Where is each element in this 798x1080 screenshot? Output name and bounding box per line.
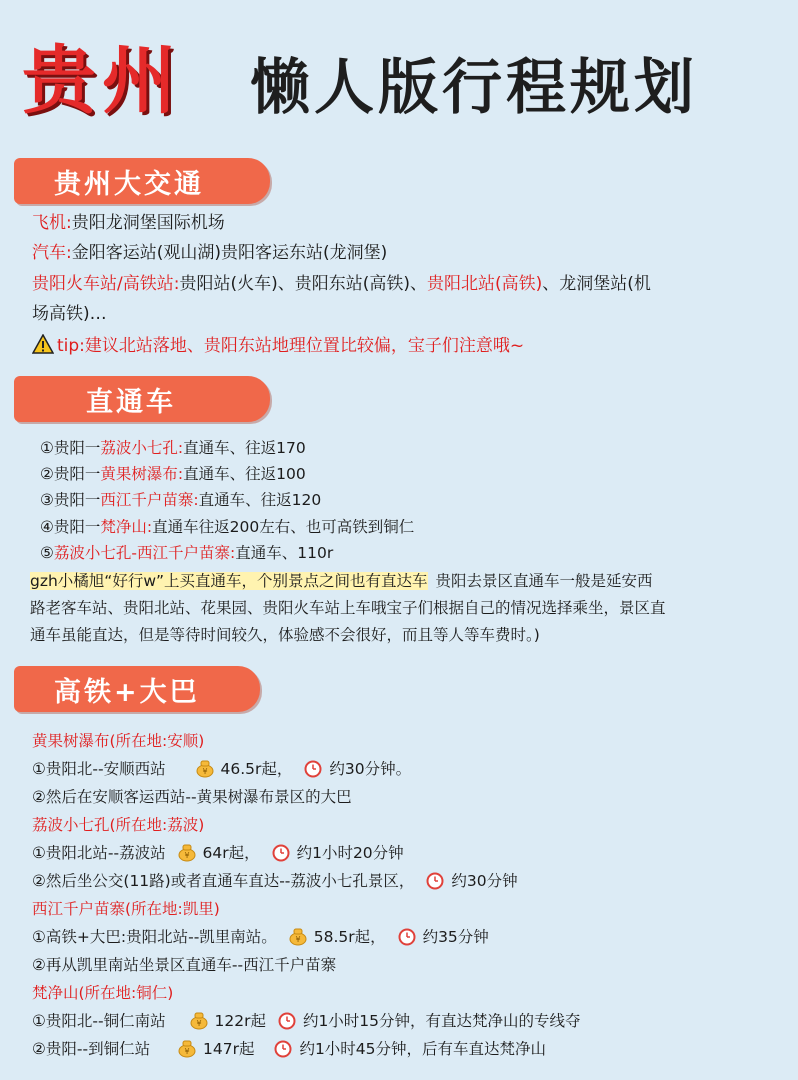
svg-text:¥: ¥ (183, 851, 190, 860)
item-num: ⑤ (40, 544, 54, 562)
item-dest: 黄果树瀑布: (100, 465, 184, 483)
item-text: 直通车、往返120 (198, 491, 322, 509)
title-red: 贵州 (22, 38, 182, 124)
bus-text: 金阳客运站(观山湖)贵阳客运东站(龙洞堡) (71, 243, 388, 263)
group-title: 梵净山(所在地:铜仁) (32, 984, 174, 1002)
money-bag-icon (189, 1010, 209, 1030)
route-time: 约30分钟 (451, 872, 518, 890)
train-label: 贵阳火车站/高铁站: (32, 274, 180, 294)
route-time: 约1小时15分钟，有直达梵净山的专线夺 (302, 1012, 581, 1030)
route-line (32, 924, 489, 951)
route-price: 46.5r起， (220, 760, 293, 778)
section-heading: 直通车 (86, 386, 176, 418)
tip-line (32, 333, 524, 360)
route-text: ②然后坐公交(11路)或者直通车直达--荔波小七孔景区， (32, 872, 415, 890)
money-bag-icon (177, 1038, 197, 1058)
warning-icon (32, 334, 54, 354)
item-text: 直通车、往返170 (183, 439, 306, 457)
bus-label: 汽车: (32, 243, 72, 263)
route-price: 122r起 (214, 1012, 266, 1030)
route-line: ②然后在安顺客运西站--黄果树瀑布景区的大巴 (32, 788, 352, 806)
route-time: 约35分钟 (422, 928, 489, 946)
item-text: 直通车、往返100 (183, 465, 306, 483)
direct-item (40, 487, 321, 514)
section-banner-transport (14, 158, 270, 204)
direct-note-line3 (30, 622, 540, 649)
money-bag-icon (195, 758, 215, 778)
route-line (32, 756, 411, 783)
section-banner-train-bus (14, 666, 260, 712)
money-bag-icon (177, 842, 197, 862)
item-dest: 荔波小七孔-西江千户苗寨: (53, 544, 236, 562)
route-text: ①贵阳北站--荔波站 (32, 844, 166, 862)
group-title: 西江千户苗寨(所在地:凯里) (32, 900, 220, 918)
route-line (32, 840, 404, 867)
bus-line (32, 240, 387, 267)
alarm-clock-icon (303, 758, 323, 778)
alarm-clock-icon (271, 842, 291, 862)
direct-item (40, 514, 414, 541)
section-banner-direct-bus (14, 376, 270, 422)
direct-item (40, 540, 333, 567)
item-num: ①贵阳一 (40, 439, 101, 457)
route-line: ②再从凯里南站坐景区直通车--西江千户苗寨 (32, 956, 337, 974)
route-price: 147r起 (203, 1040, 255, 1058)
svg-text:¥: ¥ (184, 1047, 190, 1056)
group-title: 荔波小七孔(所在地:荔波) (32, 816, 205, 834)
flight-text: 贵阳龙洞堡国际机场 (71, 213, 225, 233)
train-text-c: 场高铁)… (32, 304, 107, 324)
route-time: 约30分钟。 (329, 760, 412, 778)
note-text-a: 贵阳去景区直通车一般是延安西 (435, 572, 653, 590)
item-text: 直通车、110r (235, 544, 334, 562)
alarm-clock-icon (397, 926, 417, 946)
direct-note-line2 (30, 595, 666, 622)
note-text-b: 路老客车站、贵阳北站、花果园、贵阳火车站上车哦宝子们根据自己的情况选择乘坐，景区直 (30, 599, 666, 617)
route-time: 约1小时45分钟，后有车直达梵净山 (299, 1040, 547, 1058)
item-num: ②贵阳一 (40, 465, 101, 483)
route-price: 58.5r起， (313, 928, 386, 946)
item-dest: 梵净山: (100, 518, 153, 536)
tip-text: tip:建议北站落地、贵阳东站地理位置比较偏，宝子们注意哦~ (57, 336, 525, 356)
group-title: 黄果树瀑布(所在地:安顺) (32, 732, 205, 750)
item-dest: 西江千户苗寨: (100, 491, 199, 509)
direct-item (40, 435, 306, 462)
flight-label: 飞机: (32, 213, 72, 233)
direct-item (40, 461, 306, 488)
section-heading: 高铁+大巴 (54, 676, 200, 708)
route-text: ②贵阳--到铜仁站 (32, 1040, 151, 1058)
note-text-c: 通车虽能直达，但是等待时间较久，体验感不会很好，而且等人等车费时。) (30, 626, 540, 644)
direct-note-line1 (30, 568, 653, 595)
svg-text:¥: ¥ (295, 935, 301, 944)
svg-text:¥: ¥ (201, 767, 208, 776)
item-num: ③贵阳一 (40, 491, 101, 509)
title-black: 懒人版行程规划 (250, 53, 698, 123)
item-num: ④贵阳一 (40, 518, 101, 536)
section-heading: 贵州大交通 (54, 168, 204, 200)
money-bag-icon (288, 926, 308, 946)
train-line (32, 271, 651, 298)
route-line (32, 1008, 581, 1035)
route-price: 64r起， (202, 844, 260, 862)
train-text-b: 、龙洞堡站(机 (542, 274, 651, 294)
alarm-clock-icon (277, 1010, 297, 1030)
train-text-a: 贵阳站(火车)、贵阳东站(高铁)、 (179, 274, 427, 294)
route-text: ①贵阳北--铜仁南站 (32, 1012, 166, 1030)
item-text: 直通车往返200左右、也可高铁到铜仁 (152, 518, 415, 536)
train-line-cont (32, 301, 107, 328)
item-dest: 荔波小七孔: (100, 439, 184, 457)
page-title (22, 18, 782, 128)
route-line (32, 1036, 546, 1063)
svg-text:¥: ¥ (195, 1019, 202, 1028)
route-text: ①贵阳北--安顺西站 (32, 760, 166, 778)
route-time: 约1小时20分钟 (296, 844, 404, 862)
route-text: ①高铁+大巴:贵阳北站--凯里南站。 (32, 928, 277, 946)
route-line (32, 868, 518, 895)
flight-line (32, 210, 225, 237)
note-highlight: gzh小橘旭“好行w”上买直通车，个别景点之间也有直达车 (30, 572, 428, 590)
alarm-clock-icon (425, 870, 445, 890)
train-red: 贵阳北站(高铁) (427, 274, 543, 294)
alarm-clock-icon (273, 1038, 293, 1058)
